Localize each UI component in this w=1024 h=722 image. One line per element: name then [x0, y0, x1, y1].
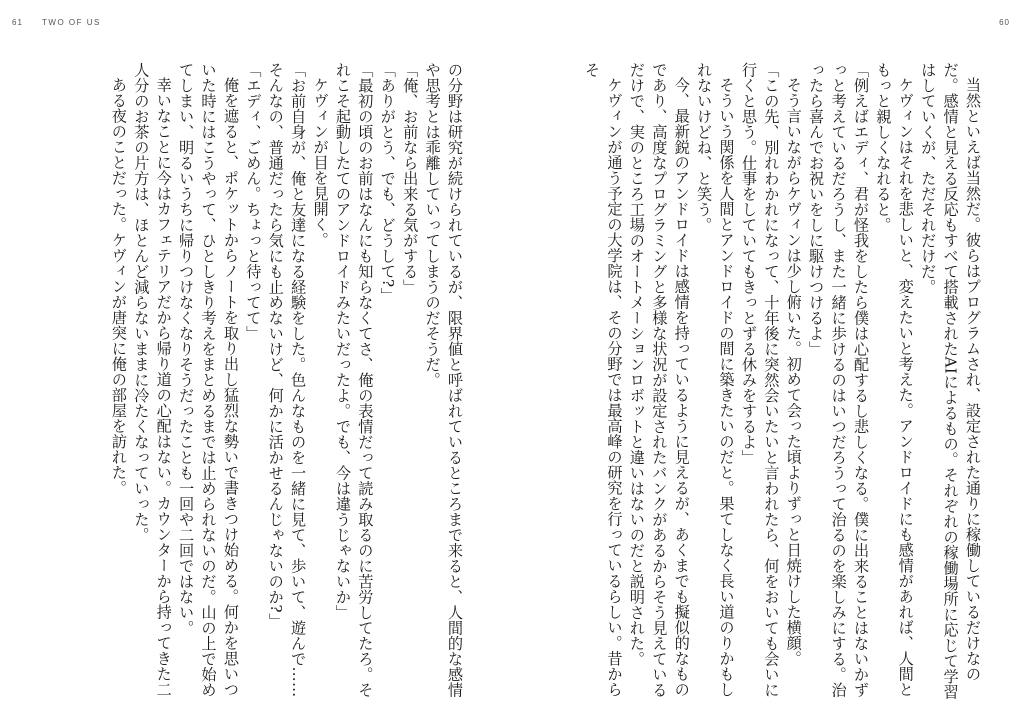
right-page — [512, 0, 1024, 722]
paragraph: ケヴィンはそれを悲しいと、変えたいと考えた。アンドロイドにも感情があれば、人間ともっと親しくなれると。 — [874, 62, 915, 698]
paragraph: 「俺、お前なら出来る気がする」 — [401, 62, 420, 295]
paragraph: 「例えばエディ、君が怪我をしたら僕は心配するし悲しくなる。僕に出来ることはないかずっと考えているだろうし、また一緒に歩けるのはいつだろうって治るのを楽しみにする。治ったら喜んでお祝いをしに駆けつけるよ」 — [807, 62, 870, 698]
page-number-right: 60 — [999, 18, 1010, 27]
left-page-text — [46, 62, 466, 702]
paragraph: 幸いなことに今はカフェテリアだから帰り道の心配はない。カウンターから持ってきた二人分のお茶の片方は、ほとんど減らないままに冷たくなっていった。 — [132, 62, 173, 698]
paragraph: 当然といえば当然だ。彼らはプログラムされ、設定された通りに稼働しているだけなのだ。感情と見える反応もすべて搭載されたAIによるもの。それぞれの稼働場所に応じて学習はしていくが、ただそれだけだ。 — [919, 62, 982, 700]
paragraph: 「お前自身が、俺と友達になる経験をした。色んなものを一緒に見て、歩いて、遊んで……そんなの、普通だったら気にも止めないけど、何かに活かせるんじゃないのか?」 — [266, 62, 308, 698]
paragraph: 「この先、別れわかれになって、十年後に突然会いたいと言われたら、何をおいても会いに行くと思う。仕事をしていてもきっとずる休みをするよ」 — [739, 62, 781, 698]
paragraph: そう言いながらケヴィンは少し俯いた。初めて会った頃よりずっと日焼けした横顔。 — [784, 77, 803, 667]
paragraph: そういう関係を人間とアンドロイドの間に築きたいのだと。果てしなく長い道のりかもしれないけどね、と笑う。 — [695, 62, 736, 698]
paragraph: ケヴィンが目を見開く。 — [311, 77, 330, 248]
paragraph: 今、最新鋭のアンドロイドは感情を持っているように見えるが、あくまでも擬似的なものであり、高度なプログラミングと多様な状況が設定されたバンクがあるからそう見えているだけで、実のところ工場のオートメーションロボットと違いはないのだと説明された。 — [627, 62, 691, 698]
paragraph: ケヴィンが通う予定の大学院は、その分野では最高峰の研究を行っているらしい。昔からそ — [583, 62, 624, 698]
right-page-text — [554, 62, 984, 702]
page-number-left: 61 — [12, 18, 23, 27]
paragraph: ある夜のことだった。ケヴィンが唐突に俺の部屋を訪れた。 — [109, 77, 128, 496]
paragraph: 「エディ、ごめん。ちょっと待ってて」 — [244, 62, 263, 341]
paragraph: 俺を遮ると、ポケットからノートを取り出し猛烈な勢いで書きつけ始める。何かを思いついた時にはこうやって、ひとしきり考えをまとめるまでは止められないのだ。山の上で始めてしまい、明るいうちに帰りつけなくなりそうだったことも一回や二回ではない。 — [177, 62, 240, 698]
paragraph: 「最初の頃のお前はなんにも知らなくてさ、俺の表情だって読み取るのに苦労してたろ。それこそ起動したてのアンドロイドみたいだったよ。でも、今は違うじゃないか」 — [333, 62, 375, 698]
paragraph: の分野は研究が続けられているが、限界値と呼ばれているところまで来ると、人間的な感情や思考とは乖離していってしまうのだそうだ。 — [423, 62, 464, 698]
running-title: TWO OF US — [42, 18, 101, 27]
paragraph: 「ありがとう、でも、どうして?」 — [378, 62, 397, 303]
